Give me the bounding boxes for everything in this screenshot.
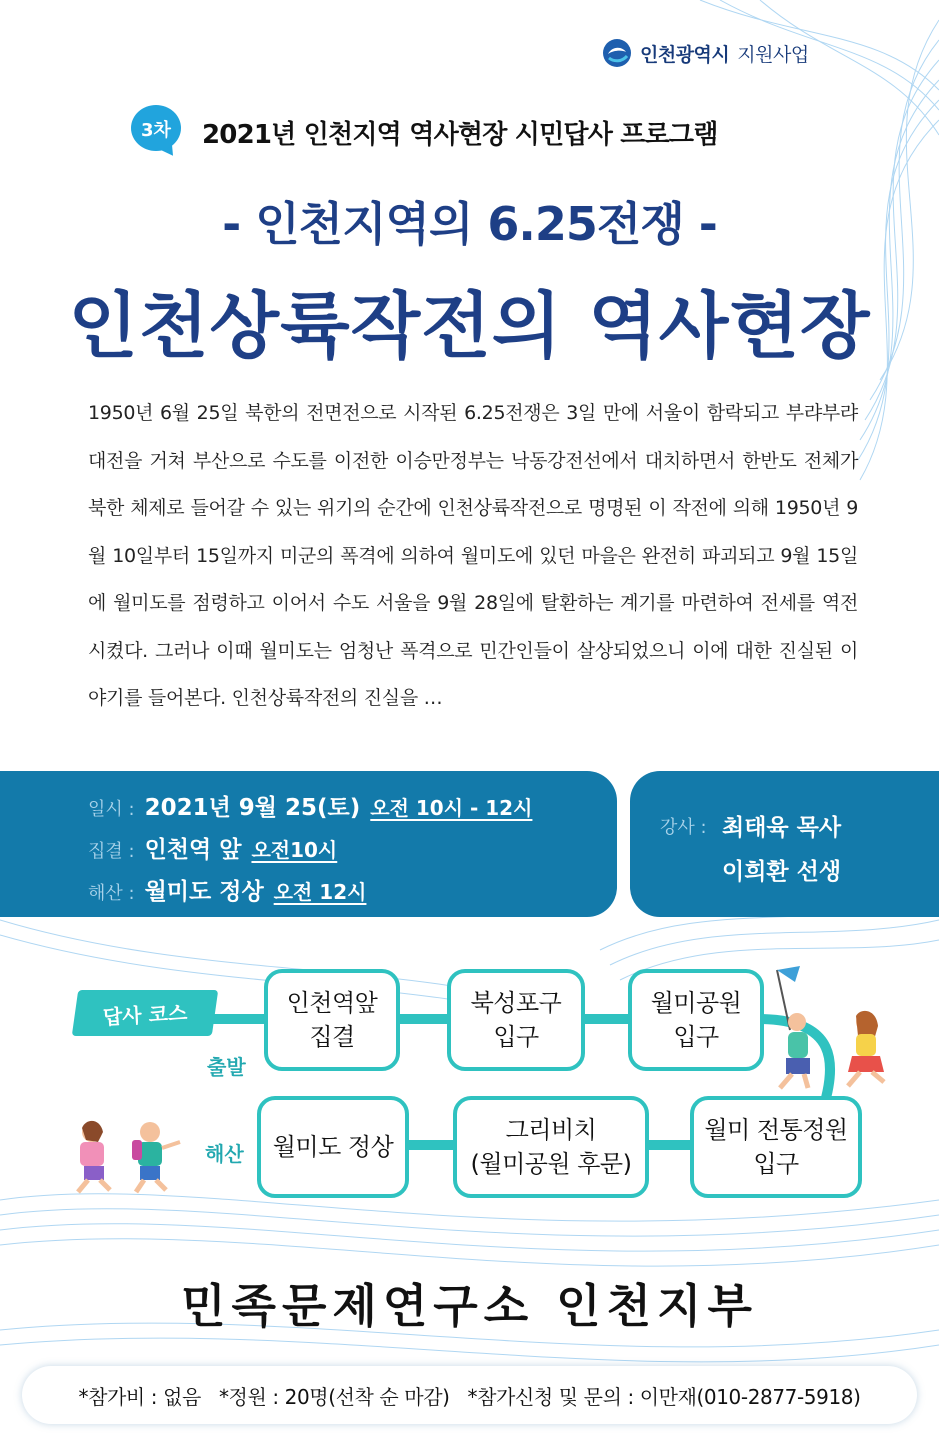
course-stop-line: 월미공원 — [650, 989, 742, 1017]
meet-value: 인천역 앞 — [144, 837, 242, 863]
fee-info: *참가비 : 없음 — [78, 1384, 201, 1409]
dismiss-time: 오전 12시 — [273, 880, 367, 904]
date-value: 2021년 9월 25(토) — [144, 795, 361, 821]
course-stop-line: 집결 — [309, 1023, 355, 1051]
course-stop-line: 입구 — [493, 1023, 539, 1051]
schedule-date-row — [88, 789, 532, 822]
lecturer-panel — [630, 771, 939, 917]
course-stop-line: 북성포구 — [470, 989, 562, 1017]
round-badge-text: 3차 — [141, 120, 171, 141]
date-time: 오전 10시 - 12시 — [370, 796, 533, 820]
program-title: 2021년 인천지역 역사현장 시민답사 프로그램 — [202, 120, 718, 150]
dismiss-value: 월미도 정상 — [144, 879, 264, 905]
schedule-meet-row — [88, 831, 337, 864]
lecturer-name: 이희환 선생 — [722, 859, 842, 885]
course-stop — [257, 1096, 409, 1198]
course-stop-line: 월미 전통정원 — [704, 1116, 848, 1144]
sponsor-org: 인천광역시 — [640, 43, 730, 66]
capacity-info: *정원 : 20명(선착 순 마감) — [218, 1384, 450, 1409]
organizer-name: 민족문제연구소 인천지부 — [181, 1279, 758, 1333]
sponsor-header — [602, 38, 809, 68]
course-stop-line: 인천역앞 — [286, 989, 378, 1017]
sponsor-suffix: 지원사업 — [737, 43, 809, 66]
event-main-title: 인천상륙작전의 역사현장 — [68, 284, 871, 368]
dismiss-label: 해산 : — [88, 883, 135, 904]
contact-info: *참가신청 및 문의 : 이만재(010-2877-5918) — [467, 1384, 861, 1409]
lecturer-name: 최태육 목사 — [722, 815, 842, 841]
course-stop-line: (월미공원 후문) — [470, 1150, 632, 1178]
schedule-dismiss-row — [88, 873, 366, 906]
course-tag: 답사 코스 — [102, 1000, 188, 1030]
course-stop-line: 입구 — [753, 1150, 799, 1178]
course-stop-line: 그리비치 — [505, 1116, 597, 1144]
course-stop — [447, 969, 585, 1071]
round-badge — [131, 105, 185, 153]
course-stop — [690, 1096, 862, 1198]
schedule-panel — [0, 771, 617, 917]
meet-label: 집결 : — [88, 841, 135, 862]
event-description: 1950년 6월 25일 북한의 전면전으로 시작된 6.25전쟁은 3일 만에 서울이 함락되고 부랴부랴 대전을 거쳐 부산으로 수도를 이전한 이승만정부는 낙동강전선에서 대치하면서 한반도 전체가 북한 체제로 들어갈 수 있는 위기의 순간에 인천상륙작전으로 명명된 이 작전에 의해 1950년 9월 10일부터 15일까지 미군의 폭격에 의하여 월미도에 있던 마을은 완전히 파괴되고 9월 15일에 월미도를 점령하고 이어서 수도 서울을 9월 28일에 탈환하는 계기를 마련하여 전세를 역전시켰다. 그러나 이때 월미도는 엄청난 폭격으로 민간인들이 살상되었으니 이에 대한 진실된 이야기를 들어본다. 인천상륙작전의 진실을 … — [88, 402, 858, 709]
meet-time: 오전10시 — [251, 838, 338, 862]
course-end-label: 해산 — [205, 1142, 244, 1166]
course-stop-line: 입구 — [673, 1023, 719, 1051]
event-subtitle: - 인천지역의 6.25전쟁 - — [222, 197, 717, 251]
date-label: 일시 : — [88, 799, 135, 820]
course-start-label: 출발 — [207, 1055, 246, 1079]
footer-info-bar — [22, 1366, 917, 1424]
lecturer-label: 강사 : — [660, 817, 707, 838]
course-stop — [264, 969, 400, 1071]
course-stop-line: 월미도 정상 — [272, 1133, 394, 1161]
incheon-city-logo-icon — [602, 38, 632, 68]
course-stop — [628, 969, 764, 1071]
course-stop — [453, 1096, 649, 1198]
